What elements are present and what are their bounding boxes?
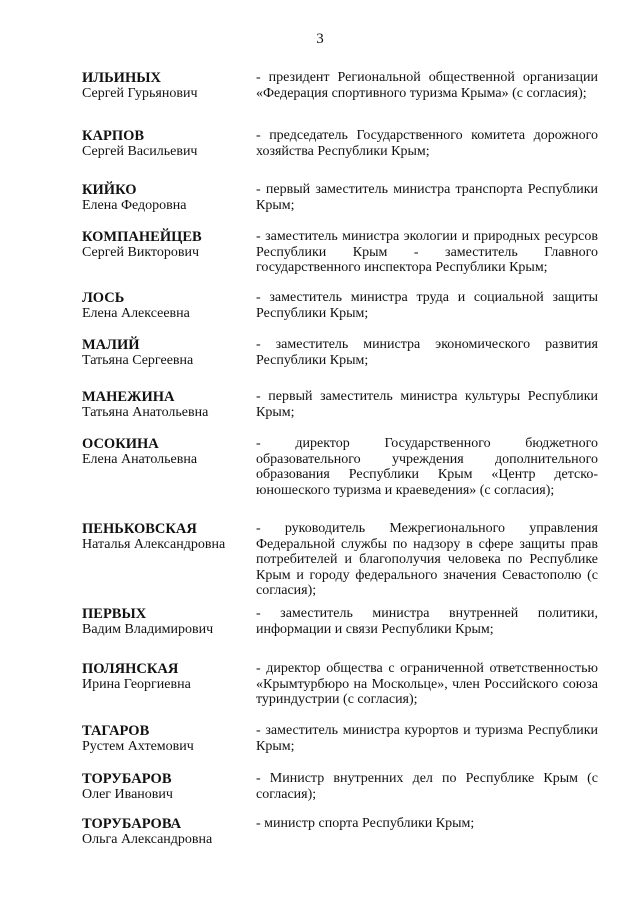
member-position: - заместитель министра внутренней политики, информации и связи Республики Крым;	[256, 606, 598, 637]
member-surname: КИЙКО	[82, 182, 137, 198]
member-name	[82, 521, 252, 553]
member-name	[82, 128, 252, 160]
member-surname: МАНЕЖИНА	[82, 389, 175, 405]
member-given-name: Вадим Владимирович	[82, 622, 214, 637]
member-name	[82, 182, 252, 214]
member-position: - председатель Государственного комитета дорожного хозяйства Республики Крым;	[256, 128, 598, 159]
member-name	[82, 606, 252, 638]
member-position: - заместитель министра экономического развития Республики Крым;	[256, 337, 598, 368]
member-given-name: Елена Федоровна	[82, 198, 187, 213]
member-surname: КОМПАНЕЙЦЕВ	[82, 229, 202, 245]
member-given-name: Сергей Викторович	[82, 245, 200, 260]
member-name	[82, 229, 252, 261]
member-name	[82, 816, 252, 848]
member-position: - руководитель Межрегионального управления Федеральной службы по надзору в сфере защиты прав потребителей и благополучия человека по Республике Крым и городу федерального значения Севастополю (с согласия);	[256, 521, 598, 599]
member-given-name: Наталья Александровна	[82, 537, 226, 552]
member-position: - заместитель министра экологии и природных ресурсов Республики Крым - заместитель Главного государственного инспектора Республики Крым;	[256, 229, 598, 276]
member-position: - заместитель министра курортов и туризма Республики Крым;	[256, 723, 598, 754]
member-name	[82, 723, 252, 755]
member-surname: МАЛИЙ	[82, 337, 140, 353]
member-given-name: Сергей Васильевич	[82, 144, 198, 159]
member-position: - первый заместитель министра транспорта Республики Крым;	[256, 182, 598, 213]
member-given-name: Ирина Георгиевна	[82, 677, 191, 692]
member-surname: ТОРУБАРОВА	[82, 816, 182, 832]
member-name	[82, 70, 252, 102]
member-position: - министр спорта Республики Крым;	[256, 816, 475, 831]
member-position: - президент Региональной общественной организации «Федерация спортивного туризма Крыма» (с согласия);	[256, 70, 598, 101]
member-given-name: Олег Иванович	[82, 787, 173, 802]
member-name	[82, 290, 252, 322]
member-given-name: Ольга Александровна	[82, 832, 213, 847]
member-position: - директор общества с ограниченной ответственностью «Крымтурбюро на Москольце», член Российского союза туриндустрии (с согласия);	[256, 661, 598, 708]
member-surname: ПЕНЬКОВСКАЯ	[82, 521, 197, 537]
member-given-name: Сергей Гурьянович	[82, 86, 198, 101]
member-surname: ТАГАРОВ	[82, 723, 150, 739]
member-name	[82, 771, 252, 803]
member-given-name: Рустем Ахтемович	[82, 739, 194, 754]
member-surname: ТОРУБАРОВ	[82, 771, 172, 787]
member-name	[82, 389, 252, 421]
member-position: - первый заместитель министра культуры Республики Крым;	[256, 389, 598, 420]
member-surname: ЛОСЬ	[82, 290, 125, 306]
member-surname: КАРПОВ	[82, 128, 145, 144]
member-position: - Министр внутренних дел по Республике Крым (с согласия);	[256, 771, 598, 802]
member-surname: ИЛЬИНЫХ	[82, 70, 161, 86]
member-given-name: Елена Алексеевна	[82, 306, 190, 321]
member-surname: ПЕРВЫХ	[82, 606, 147, 622]
member-given-name: Елена Анатольевна	[82, 452, 198, 467]
member-position: - заместитель министра труда и социальной защиты Республики Крым;	[256, 290, 598, 321]
member-name	[82, 661, 252, 693]
member-name	[82, 337, 252, 369]
member-given-name: Татьяна Анатольевна	[82, 405, 209, 420]
page-number: 3	[316, 31, 324, 47]
member-given-name: Татьяна Сергеевна	[82, 353, 194, 368]
member-name	[82, 436, 252, 468]
member-surname: ОСОКИНА	[82, 436, 159, 452]
member-surname: ПОЛЯНСКАЯ	[82, 661, 179, 677]
member-position: - директор Государственного бюджетного образовательного учреждения дополнительного образования Республики Крым «Центр детско-юношеского туризма и краеведения» (с согласия);	[256, 436, 598, 498]
